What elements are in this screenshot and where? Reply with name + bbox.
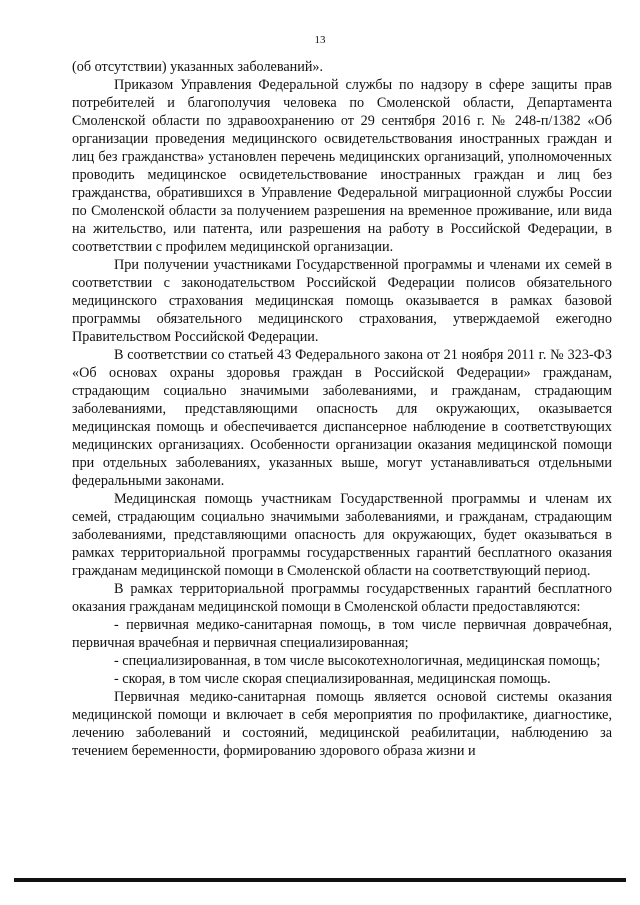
page-bottom-rule: [14, 878, 626, 882]
paragraph-law-article-43: В соответствии со статьей 43 Федерального закона от 21 ноября 2011 г. № 323-ФЗ «Об основах охраны здоровья граждан в Российской Федерации» гражданам, страдающим социально значимыми заболеваниями, и гражданам, страдающим заболеваниями, представляющими опасность для окружающих, оказывается медицинская помощь и обеспечивается диспансерное наблюдение в соответствующих медицинских организациях. Особенности организации оказания медицинской помощи при отдельных заболеваниях, указанных выше, могут устанавливаться отдельными федеральными законами.: [72, 347, 612, 489]
page-number: 13: [314, 34, 326, 46]
paragraph-medical-help: Медицинская помощь участникам Государственной программы и членам их семей, страдающим социально значимыми заболеваниями, и гражданам, страдающим заболеваниями, представляющими опасность для окружающих, будет оказываться в рамках территориальной программы государственных гарантий бесплатного оказания гражданам медицинской помощи в Смоленской области на соответствующий период.: [72, 491, 612, 579]
paragraph-primary-care-basis: Первичная медико-санитарная помощь является основой системы оказания медицинской помощи и включает в себя мероприятия по профилактике, диагностике, лечению заболеваний и состояний, медицинской реабилитации, наблюдению за течением беременности, формированию здорового образа жизни и: [72, 689, 612, 759]
list-item-primary-care: - первичная медико-санитарная помощь, в том числе первичная доврачебная, первичная врачебная и первичная специализированная;: [72, 617, 612, 651]
paragraph-insurance: При получении участниками Государственной программы и членами их семей в соответствии с законодательством Российской Федерации полисов обязательного медицинского страхования медицинская помощь оказывается в рамках базовой программы обязательного медицинского страхования, утверждаемой ежегодно Правительством Российской Федерации.: [72, 257, 612, 345]
list-item-specialized-care: - специализированная, в том числе высокотехнологичная, медицинская помощь;: [114, 653, 601, 669]
document-body: [72, 58, 612, 760]
paragraph-continuation: (об отсутствии) указанных заболеваний».: [72, 59, 324, 75]
list-item-emergency-care: - скорая, в том числе скорая специализированная, медицинская помощь.: [114, 671, 551, 687]
paragraph-territorial-program: В рамках территориальной программы государственных гарантий бесплатного оказания гражданам медицинской помощи в Смоленской области предоставляются:: [72, 581, 612, 615]
paragraph-order-list: Приказом Управления Федеральной службы по надзору в сфере защиты прав потребителей и благополучия человека по Смоленской области, Департамента Смоленской области по здравоохранению от 29 сентября 2016 г. № 248-п/1382 «Об организации проведения медицинского освидетельствования иностранных граждан и лиц без гражданства» установлен перечень медицинских организаций, уполномоченных проводить медицинское освидетельствование иностранных граждан и лиц без гражданства, обратившихся в Управление Федеральной миграционной службы России по Смоленской области за получением разрешения на временное проживание, или вида на жительство, или патента, или разрешения на работу в Российской Федерации, в соответствии с профилем медицинской организации.: [72, 77, 612, 255]
